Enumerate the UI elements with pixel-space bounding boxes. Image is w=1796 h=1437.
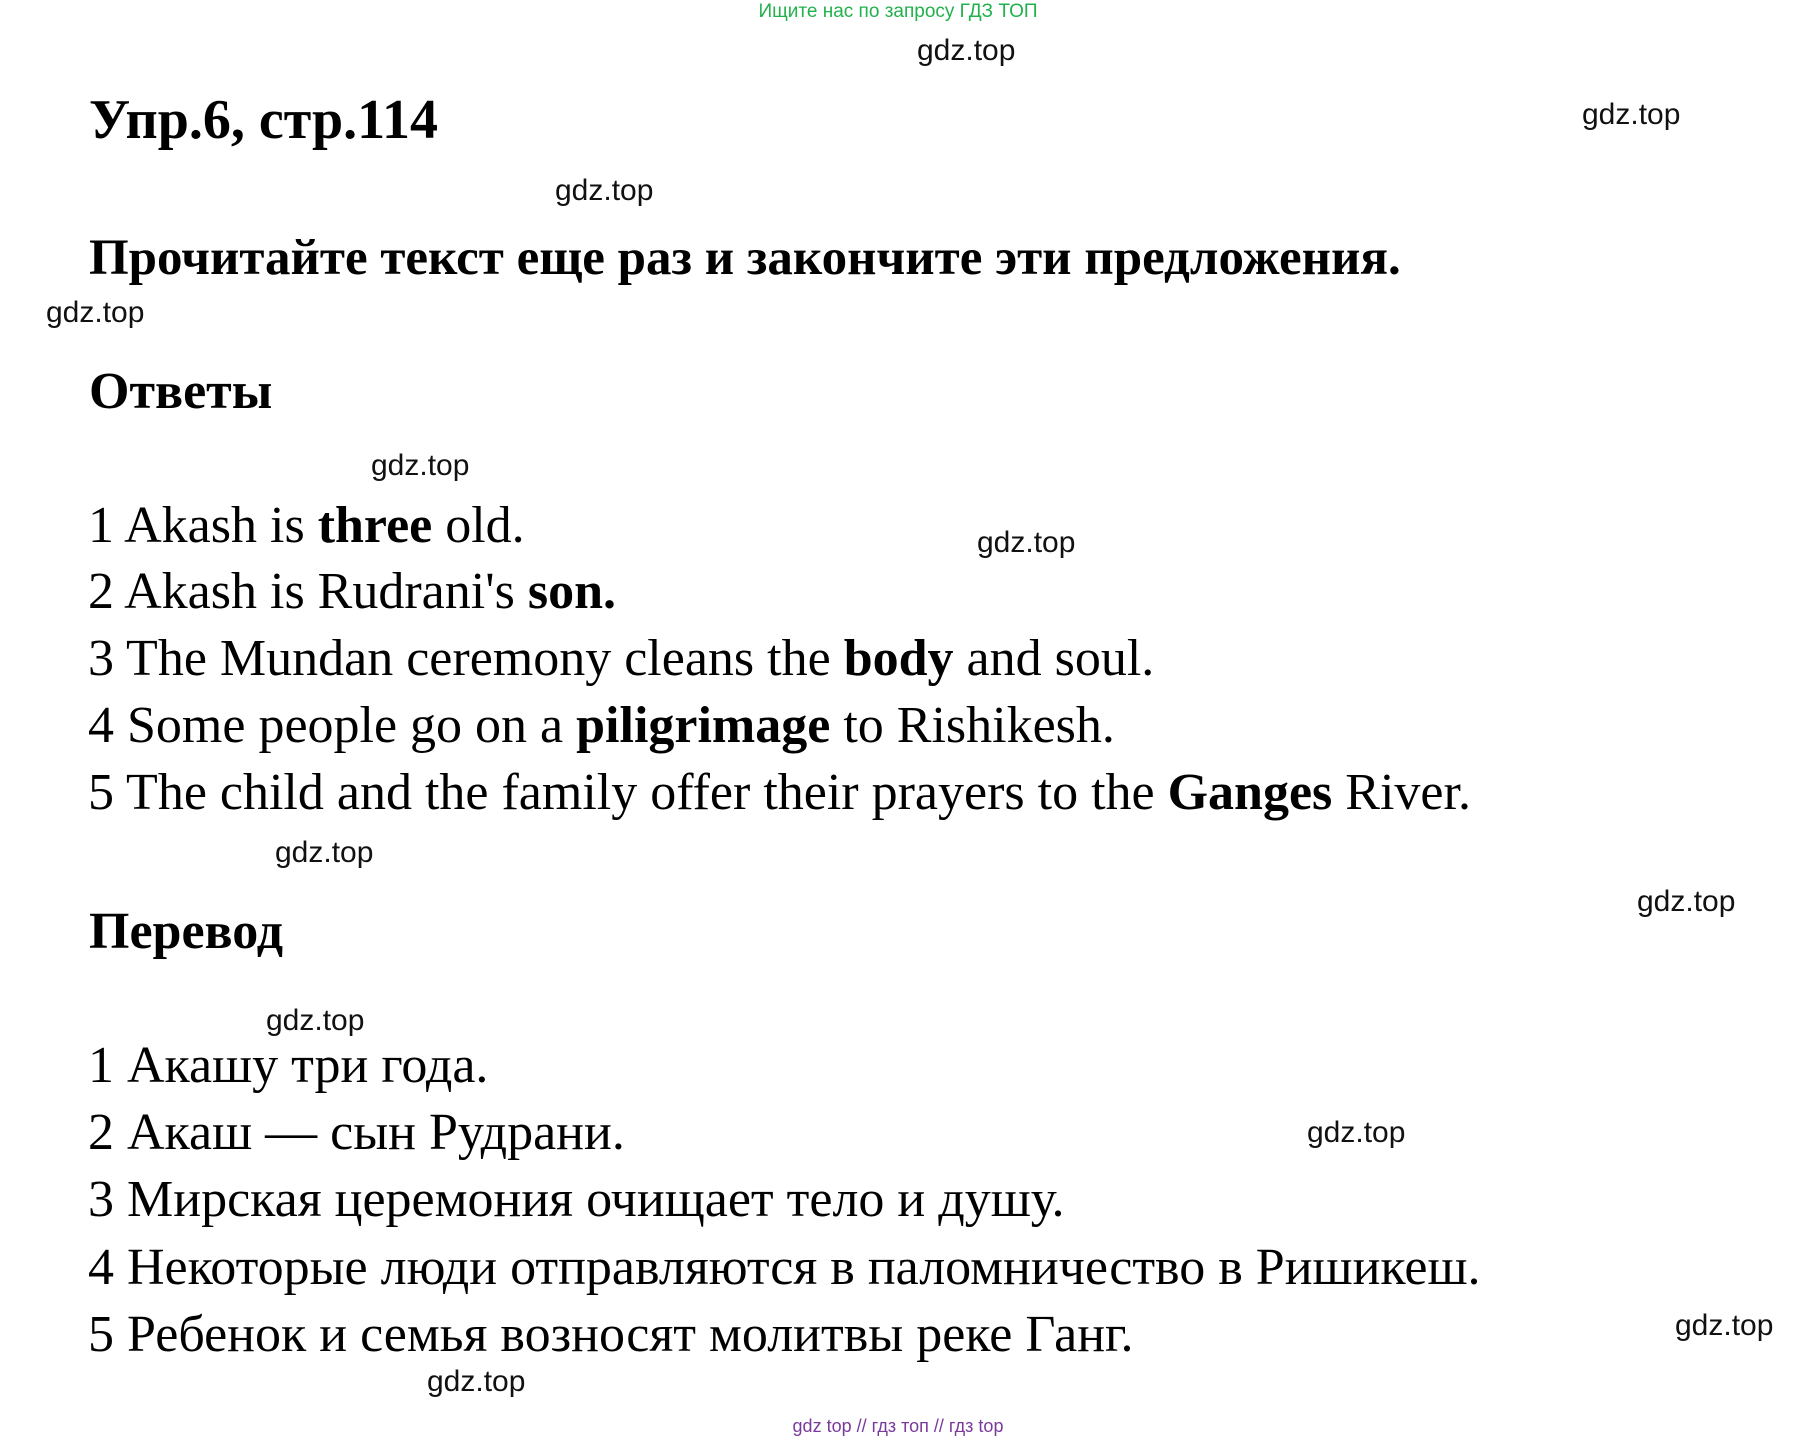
answer-text: and soul. bbox=[953, 630, 1155, 687]
watermark: gdz.top bbox=[1637, 885, 1736, 918]
answer-bold-word: body bbox=[843, 630, 954, 687]
answer-text: 4 Some people go on a bbox=[88, 697, 577, 754]
watermark: gdz.top bbox=[555, 174, 654, 207]
answer-text: to Rishikesh. bbox=[830, 697, 1115, 754]
answer-text: River. bbox=[1332, 764, 1471, 821]
watermark: gdz.top bbox=[1307, 1116, 1406, 1149]
answer-text: old. bbox=[432, 497, 525, 554]
answers-heading: Ответы bbox=[89, 363, 273, 420]
translation-line-4: 4 Некоторые люди отправляются в паломничество в Ришикеш. bbox=[88, 1239, 1481, 1296]
answer-bold-word: Ganges bbox=[1167, 764, 1333, 821]
answer-line-3 bbox=[88, 629, 1154, 688]
page-title: Упр.6, стр.114 bbox=[89, 89, 439, 151]
watermark: gdz.top bbox=[427, 1365, 526, 1398]
answer-text: 2 Akash is Rudrani's bbox=[88, 563, 528, 620]
watermark: gdz.top bbox=[275, 836, 374, 869]
answer-text: 5 The child and the family offer their prayers to the bbox=[88, 764, 1168, 821]
watermark: gdz.top bbox=[977, 526, 1076, 559]
bottom-banner-link[interactable]: gdz top // гдз топ // гдз top bbox=[792, 1416, 1004, 1436]
answer-bold-word: three bbox=[317, 497, 433, 554]
top-banner-link[interactable]: Ищите нас по запросу ГДЗ ТОП bbox=[758, 1, 1038, 22]
answer-line-5 bbox=[88, 763, 1471, 822]
translation-heading: Перевод bbox=[89, 903, 284, 960]
translation-line-3: 3 Мирская церемония очищает тело и душу. bbox=[88, 1171, 1065, 1228]
watermark: gdz.top bbox=[371, 449, 470, 482]
answer-line-2 bbox=[88, 562, 616, 621]
task-instruction: Прочитайте текст еще раз и закончите эти предложения. bbox=[89, 230, 1401, 286]
watermark: gdz.top bbox=[46, 296, 145, 329]
translation-line-1: 1 Акашу три года. bbox=[88, 1037, 489, 1094]
answer-text: 1 Akash is bbox=[88, 497, 318, 554]
answer-bold-word: piligrimage bbox=[576, 697, 831, 754]
watermark: gdz.top bbox=[1582, 98, 1681, 131]
watermark: gdz.top bbox=[917, 34, 1016, 67]
answer-line-4 bbox=[88, 696, 1115, 755]
watermark: gdz.top bbox=[1675, 1309, 1774, 1342]
answer-text: 3 The Mundan ceremony cleans the bbox=[88, 630, 844, 687]
watermark: gdz.top bbox=[266, 1004, 365, 1037]
translation-line-5: 5 Ребенок и семья возносят молитвы реке Ганг. bbox=[88, 1306, 1134, 1363]
translation-line-2: 2 Акаш — сын Рудрани. bbox=[88, 1104, 625, 1161]
answer-bold-word: son. bbox=[527, 563, 616, 620]
answer-line-1 bbox=[88, 496, 525, 555]
